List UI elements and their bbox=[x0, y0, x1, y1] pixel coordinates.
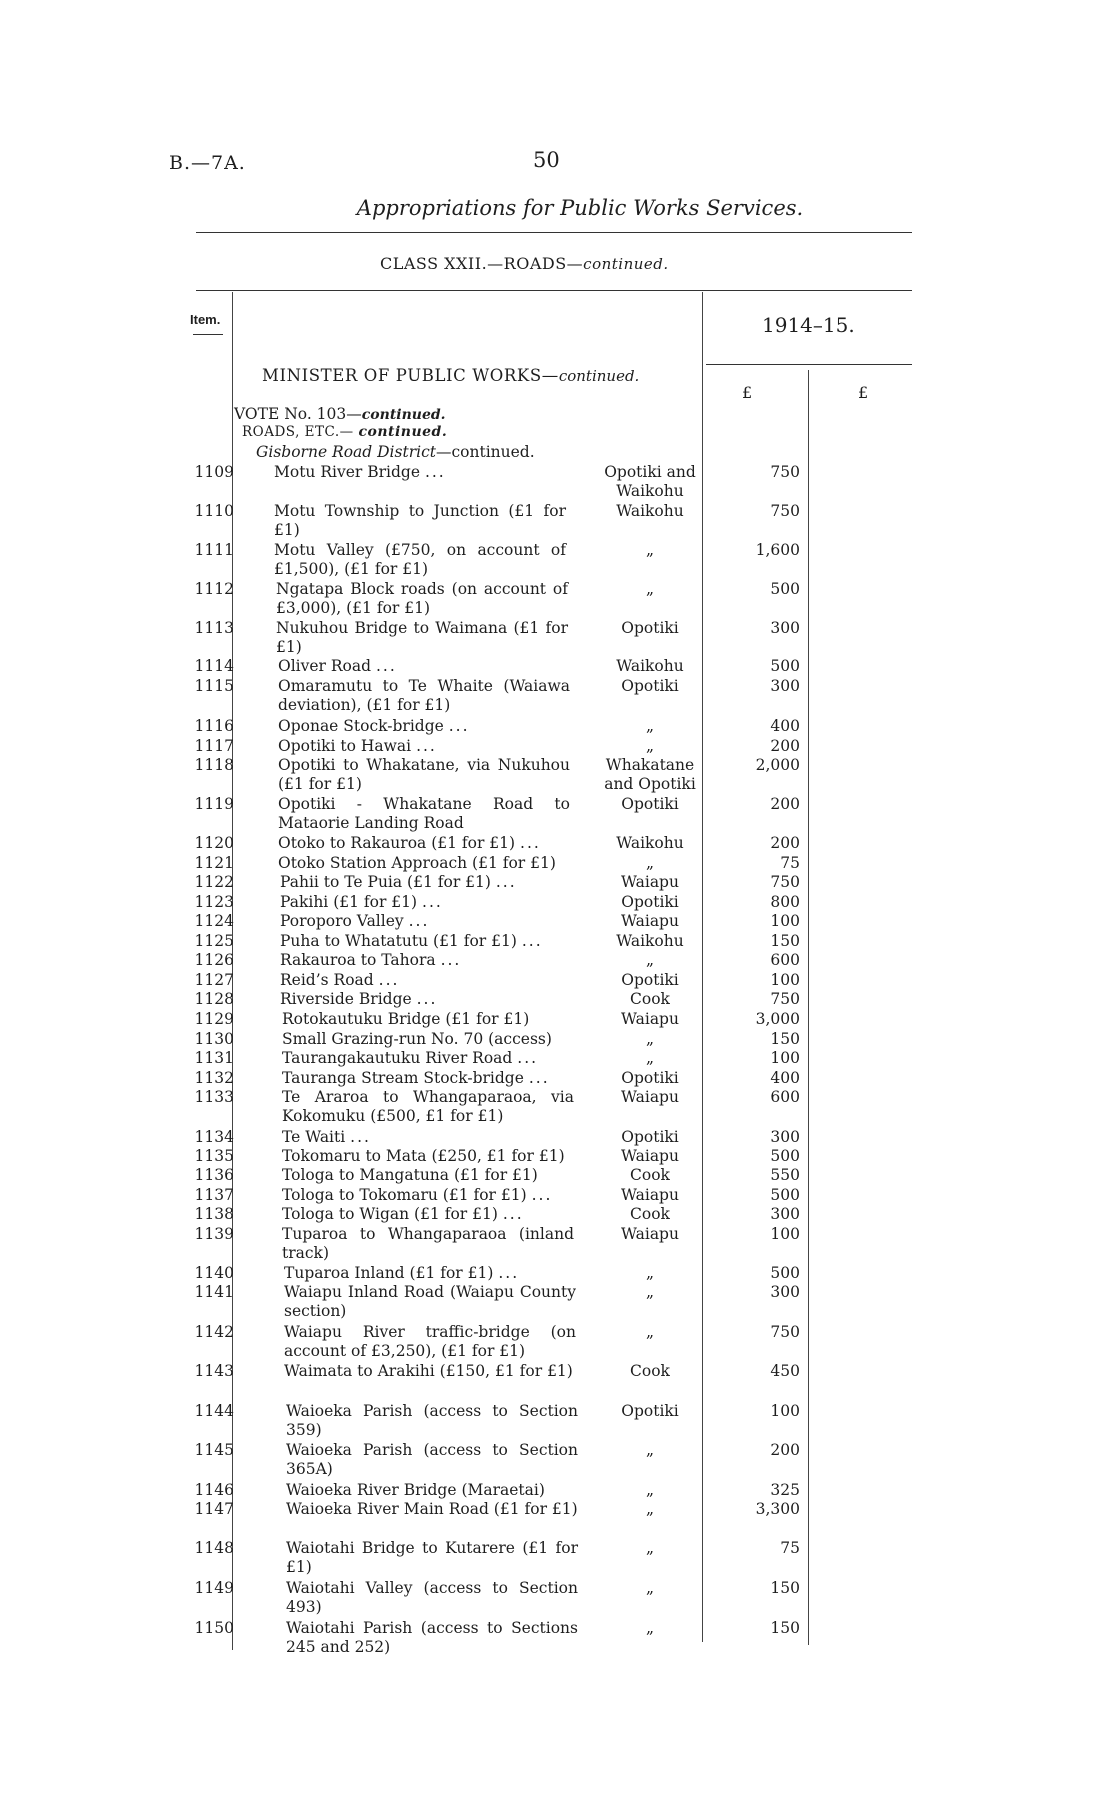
leader-dots: ... bbox=[408, 912, 430, 930]
amount-value: 600 bbox=[770, 1088, 800, 1106]
amount-value: 100 bbox=[770, 1225, 800, 1243]
amount-value: 200 bbox=[770, 1441, 800, 1459]
item-description-text: Reid’s Road bbox=[280, 971, 374, 989]
amount-value: 300 bbox=[770, 1205, 800, 1223]
item-number: 1142 bbox=[194, 1323, 234, 1341]
electoral-district: Waikohu bbox=[616, 932, 684, 950]
electoral-district: „ bbox=[645, 737, 655, 755]
item-number: 1126 bbox=[194, 951, 234, 969]
electoral-district: „ bbox=[645, 580, 655, 598]
roads-heading-continued: continued. bbox=[358, 424, 448, 440]
item-description bbox=[280, 971, 572, 990]
leader-dots: ... bbox=[350, 1128, 371, 1146]
item-description-text: Waiapu Inland Road (Waiapu County section) bbox=[284, 1283, 576, 1320]
item-description bbox=[284, 1283, 576, 1321]
item-description bbox=[282, 1049, 574, 1068]
amount-value: 100 bbox=[770, 912, 800, 930]
item-description bbox=[276, 619, 568, 657]
amount-value: 400 bbox=[770, 1069, 800, 1087]
item-description bbox=[282, 1010, 574, 1029]
electoral-district: Cook bbox=[630, 1166, 670, 1184]
electoral-district: „ bbox=[645, 854, 655, 872]
item-description-text: Motu Valley (£750, on account of £1,500), (£1 for £1) bbox=[274, 541, 566, 578]
item-description-text: Puha to Whatatutu (£1 for £1) bbox=[280, 932, 517, 950]
item-description bbox=[284, 1264, 576, 1283]
item-description bbox=[282, 1166, 574, 1185]
item-description-text: Waioeka River Bridge (Maraetai) bbox=[286, 1481, 545, 1499]
item-description bbox=[282, 1205, 574, 1224]
electoral-district: „ bbox=[645, 1579, 655, 1597]
item-description bbox=[286, 1619, 578, 1657]
amount-value: 100 bbox=[770, 1402, 800, 1420]
item-number: 1146 bbox=[194, 1481, 234, 1499]
electoral-district: Opotiki bbox=[621, 1402, 679, 1420]
electoral-district: „ bbox=[645, 1323, 655, 1341]
item-description-text: Oliver Road bbox=[278, 657, 372, 675]
item-description bbox=[274, 463, 566, 482]
item-description bbox=[276, 580, 568, 618]
item-description bbox=[280, 893, 572, 912]
item-number: 1137 bbox=[194, 1186, 234, 1204]
amount-value: 100 bbox=[770, 971, 800, 989]
item-description-text: Ngatapa Block roads (on account of £3,000), (£1 for £1) bbox=[276, 580, 568, 617]
item-number: 1109 bbox=[194, 463, 234, 481]
amount-value: 400 bbox=[770, 717, 800, 735]
item-description bbox=[278, 737, 570, 756]
amount-value: 300 bbox=[770, 1128, 800, 1146]
electoral-district: Opotiki and Waikohu bbox=[604, 463, 696, 500]
item-description bbox=[278, 717, 570, 736]
roads-heading bbox=[242, 424, 447, 440]
electoral-district: „ bbox=[645, 951, 655, 969]
amount-value: 500 bbox=[770, 657, 800, 675]
item-description-text: Nukuhou Bridge to Waimana (£1 for £1) bbox=[276, 619, 568, 656]
item-description-text: Motu Township to Junction (£1 for £1) bbox=[274, 502, 566, 539]
minister-heading-text: MINISTER OF PUBLIC WORKS— bbox=[262, 366, 559, 385]
vote-heading-text: VOTE No. 103— bbox=[234, 405, 362, 423]
leader-dots: ... bbox=[495, 873, 517, 891]
amount-value: 100 bbox=[770, 1049, 800, 1067]
amount-value: 75 bbox=[780, 1539, 800, 1557]
item-number: 1130 bbox=[194, 1030, 234, 1048]
item-description-text: Waioeka Parish (access to Section 359) bbox=[286, 1402, 578, 1439]
item-description-text: Omaramutu to Te Whaite (Waiawa deviation), (£1 for £1) bbox=[278, 677, 570, 714]
item-description-text: Opotiki - Whakatane Road to Mataorie Landing Road bbox=[278, 795, 570, 832]
amount-value: 750 bbox=[770, 990, 800, 1008]
item-number: 1120 bbox=[194, 834, 234, 852]
page-number: 50 bbox=[533, 148, 560, 172]
electoral-district: Waikohu bbox=[616, 502, 684, 520]
electoral-district: Waiapu bbox=[621, 1225, 679, 1243]
minister-heading-continued: continued. bbox=[558, 367, 640, 385]
leader-dots: ... bbox=[520, 834, 541, 852]
item-description-text: Tologa to Mangatuna (£1 for £1) bbox=[282, 1166, 538, 1184]
header-top-rule bbox=[196, 290, 912, 291]
item-description bbox=[278, 854, 570, 873]
electoral-district: „ bbox=[645, 1441, 655, 1459]
item-number: 1138 bbox=[194, 1205, 234, 1223]
leader-dots: ... bbox=[440, 951, 462, 969]
item-description-text: Opotiki to Hawai bbox=[278, 737, 412, 755]
electoral-district: Waiapu bbox=[621, 1010, 679, 1028]
item-number: 1128 bbox=[194, 990, 234, 1008]
district-heading-text: Gisborne Road District bbox=[256, 443, 436, 461]
leader-dots: ... bbox=[502, 1205, 524, 1223]
item-number: 1125 bbox=[194, 932, 234, 950]
item-number: 1136 bbox=[194, 1166, 234, 1184]
amount-value: 3,300 bbox=[755, 1500, 800, 1518]
item-description bbox=[286, 1500, 578, 1519]
item-description bbox=[278, 657, 570, 676]
item-description-text: Pakihi (£1 for £1) bbox=[280, 893, 418, 911]
electoral-district: Cook bbox=[630, 990, 670, 1008]
electoral-district: Waiapu bbox=[621, 912, 679, 930]
item-number: 1148 bbox=[194, 1539, 234, 1557]
leader-dots: ... bbox=[498, 1264, 520, 1282]
amount-value: 500 bbox=[770, 580, 800, 598]
leader-dots: ... bbox=[424, 463, 446, 481]
item-description bbox=[282, 1128, 574, 1147]
item-description bbox=[282, 1225, 574, 1263]
electoral-district: Waiapu bbox=[621, 1147, 679, 1165]
item-description-text: Otoko Station Approach (£1 for £1) bbox=[278, 854, 556, 872]
amount-value: 150 bbox=[770, 1030, 800, 1048]
item-number: 1143 bbox=[194, 1362, 234, 1380]
vote-heading bbox=[234, 405, 446, 423]
title-rule bbox=[196, 232, 912, 233]
vote-heading-continued: continued. bbox=[361, 407, 446, 423]
item-number: 1118 bbox=[194, 756, 234, 774]
electoral-district: Waiapu bbox=[621, 873, 679, 891]
item-description bbox=[274, 502, 566, 540]
item-description-text: Waiotahi Parish (access to Sections 245 and 252) bbox=[286, 1619, 578, 1656]
item-number: 1147 bbox=[194, 1500, 234, 1518]
item-description-text: Waimata to Arakihi (£150, £1 for £1) bbox=[284, 1362, 573, 1380]
item-description-text: Waioeka River Main Road (£1 for £1) bbox=[286, 1500, 578, 1518]
item-description bbox=[278, 756, 570, 794]
item-number: 1111 bbox=[194, 541, 234, 559]
item-number: 1115 bbox=[194, 677, 234, 695]
item-number: 1127 bbox=[194, 971, 234, 989]
minister-heading bbox=[262, 366, 639, 385]
electoral-district: „ bbox=[645, 1539, 655, 1557]
leader-dots: ... bbox=[517, 1049, 539, 1067]
year-column-header: 1914–15. bbox=[762, 313, 855, 337]
item-description-text: Rakauroa to Tahora bbox=[280, 951, 436, 969]
item-description bbox=[286, 1481, 578, 1500]
amount-value: 150 bbox=[770, 1619, 800, 1637]
electoral-district: Waiapu bbox=[621, 1186, 679, 1204]
item-description bbox=[282, 1088, 574, 1126]
item-description-text: Small Grazing-run No. 70 (access) bbox=[282, 1030, 552, 1048]
amount-value: 325 bbox=[770, 1481, 800, 1499]
item-number: 1140 bbox=[194, 1264, 234, 1282]
electoral-district: Opotiki bbox=[621, 1128, 679, 1146]
item-number: 1110 bbox=[194, 502, 234, 520]
electoral-district: „ bbox=[645, 541, 655, 559]
electoral-district: Cook bbox=[630, 1205, 670, 1223]
document-reference: B.—7A. bbox=[169, 152, 246, 174]
electoral-district: Waiapu bbox=[621, 1088, 679, 1106]
item-description bbox=[280, 932, 572, 951]
item-description bbox=[282, 1186, 574, 1205]
amount-value: 75 bbox=[780, 854, 800, 872]
item-number: 1133 bbox=[194, 1088, 234, 1106]
amount-value: 3,000 bbox=[755, 1010, 800, 1028]
item-number: 1139 bbox=[194, 1225, 234, 1243]
amount-value: 200 bbox=[770, 834, 800, 852]
item-description-text: Waiapu River traffic-bridge (on account of £3,250), (£1 for £1) bbox=[284, 1323, 576, 1360]
amount-value: 500 bbox=[770, 1264, 800, 1282]
item-description-text: Waiotahi Valley (access to Section 493) bbox=[286, 1579, 578, 1616]
item-description bbox=[284, 1323, 576, 1361]
item-description-text: Oponae Stock-bridge bbox=[278, 717, 444, 735]
item-description bbox=[278, 795, 570, 833]
item-description bbox=[282, 1069, 574, 1088]
electoral-district: Opotiki bbox=[621, 677, 679, 695]
item-description bbox=[286, 1579, 578, 1617]
amount-value: 1,600 bbox=[755, 541, 800, 559]
amount-column-rule bbox=[808, 370, 809, 1645]
district-heading-continued: —continued. bbox=[435, 443, 535, 461]
item-number: 1113 bbox=[194, 619, 234, 637]
item-description bbox=[282, 1147, 574, 1166]
district-heading bbox=[256, 443, 535, 461]
pound-total-column-header: £ bbox=[858, 383, 869, 402]
item-header-rule bbox=[193, 334, 223, 335]
class-heading bbox=[380, 254, 669, 273]
electoral-district: Cook bbox=[630, 1362, 670, 1380]
item-description-text: Tologa to Tokomaru (£1 for £1) bbox=[282, 1186, 527, 1204]
item-description-text: Te Araroa to Whangaparaoa, via Kokomuku (£500, £1 for £1) bbox=[282, 1088, 574, 1125]
amount-value: 750 bbox=[770, 502, 800, 520]
leader-dots: ... bbox=[416, 990, 438, 1008]
item-number: 1150 bbox=[194, 1619, 234, 1637]
item-description bbox=[274, 541, 566, 579]
item-number: 1121 bbox=[194, 854, 234, 872]
item-number: 1145 bbox=[194, 1441, 234, 1459]
item-description-text: Opotiki to Whakatane, via Nukuhou (£1 for £1) bbox=[278, 756, 570, 793]
amount-value: 450 bbox=[770, 1362, 800, 1380]
item-description-text: Poroporo Valley bbox=[280, 912, 404, 930]
amount-value: 550 bbox=[770, 1166, 800, 1184]
item-description-text: Otoko to Rakauroa (£1 for £1) bbox=[278, 834, 516, 852]
amount-value: 300 bbox=[770, 619, 800, 637]
item-number: 1114 bbox=[194, 657, 234, 675]
leader-dots: ... bbox=[531, 1186, 553, 1204]
item-description bbox=[280, 951, 572, 970]
leader-dots: ... bbox=[422, 893, 443, 911]
electoral-district: „ bbox=[645, 1481, 655, 1499]
class-heading-text: CLASS XXII.—ROADS— bbox=[380, 254, 584, 273]
item-description-text: Tuparoa to Whangaparaoa (inland track) bbox=[282, 1225, 574, 1262]
amount-value: 300 bbox=[770, 1283, 800, 1301]
item-number: 1144 bbox=[194, 1402, 234, 1420]
amount-value: 300 bbox=[770, 677, 800, 695]
item-description-text: Tologa to Wigan (£1 for £1) bbox=[282, 1205, 498, 1223]
electoral-district: Opotiki bbox=[621, 971, 679, 989]
item-description bbox=[282, 1030, 574, 1049]
item-number: 1131 bbox=[194, 1049, 234, 1067]
item-number: 1132 bbox=[194, 1069, 234, 1087]
electoral-district: Opotiki bbox=[621, 893, 679, 911]
electoral-district: „ bbox=[645, 1030, 655, 1048]
item-description bbox=[280, 912, 572, 931]
item-number: 1116 bbox=[194, 717, 234, 735]
item-description bbox=[286, 1539, 578, 1577]
electoral-district: „ bbox=[645, 1264, 655, 1282]
page-title: Appropriations for Public Works Services. bbox=[356, 196, 804, 220]
electoral-district: Opotiki bbox=[621, 619, 679, 637]
electoral-district: „ bbox=[645, 1500, 655, 1518]
item-number: 1134 bbox=[194, 1128, 234, 1146]
amount-value: 2,000 bbox=[755, 756, 800, 774]
item-description-text: Tauranga Stream Stock-bridge bbox=[282, 1069, 524, 1087]
item-description-text: Taurangakautuku River Road bbox=[282, 1049, 513, 1067]
electoral-district: „ bbox=[645, 1283, 655, 1301]
amount-value: 750 bbox=[770, 873, 800, 891]
amount-value: 150 bbox=[770, 932, 800, 950]
electoral-district: „ bbox=[645, 1619, 655, 1637]
amount-value: 600 bbox=[770, 951, 800, 969]
item-description-text: Waiotahi Bridge to Kutarere (£1 for £1) bbox=[286, 1539, 578, 1576]
year-underline-rule bbox=[706, 364, 912, 365]
item-description bbox=[286, 1402, 578, 1440]
item-description-text: Tokomaru to Mata (£250, £1 for £1) bbox=[282, 1147, 565, 1165]
item-description-text: Pahii to Te Puia (£1 for £1) bbox=[280, 873, 491, 891]
item-description-text: Riverside Bridge bbox=[280, 990, 412, 1008]
item-description bbox=[278, 834, 570, 853]
amount-value: 750 bbox=[770, 1323, 800, 1341]
item-description-text: Waioeka Parish (access to Section 365A) bbox=[286, 1441, 578, 1478]
amount-value: 200 bbox=[770, 737, 800, 755]
item-number: 1124 bbox=[194, 912, 234, 930]
item-number: 1123 bbox=[194, 893, 234, 911]
leader-dots: ... bbox=[376, 657, 397, 675]
item-description bbox=[278, 677, 570, 715]
item-number: 1119 bbox=[194, 795, 234, 813]
item-number: 1112 bbox=[194, 580, 234, 598]
item-description-text: Rotokautuku Bridge (£1 for £1) bbox=[282, 1010, 530, 1028]
amount-value: 500 bbox=[770, 1147, 800, 1165]
leader-dots: ... bbox=[528, 1069, 550, 1087]
leader-dots: ... bbox=[448, 717, 470, 735]
item-description-text: Tuparoa Inland (£1 for £1) bbox=[284, 1264, 494, 1282]
item-number: 1141 bbox=[194, 1283, 234, 1301]
electoral-district: Waikohu bbox=[616, 657, 684, 675]
item-description bbox=[284, 1362, 576, 1381]
pound-column-header: £ bbox=[742, 383, 753, 402]
amount-value: 750 bbox=[770, 463, 800, 481]
item-description bbox=[280, 990, 572, 1009]
electoral-district: Opotiki bbox=[621, 795, 679, 813]
item-number: 1122 bbox=[194, 873, 234, 891]
item-description-text: Motu River Bridge bbox=[274, 463, 421, 481]
class-heading-continued: continued. bbox=[583, 255, 669, 273]
amount-value: 500 bbox=[770, 1186, 800, 1204]
electoral-district: Waikohu bbox=[616, 834, 684, 852]
amount-value: 800 bbox=[770, 893, 800, 911]
item-column-header: Item. bbox=[190, 312, 221, 327]
item-number: 1149 bbox=[194, 1579, 234, 1597]
amount-value: 150 bbox=[770, 1579, 800, 1597]
electoral-district: Whakatane and Opotiki bbox=[604, 756, 696, 793]
leader-dots: ... bbox=[378, 971, 400, 989]
item-description-text: Te Waiti bbox=[282, 1128, 346, 1146]
item-number: 1129 bbox=[194, 1010, 234, 1028]
leader-dots: ... bbox=[416, 737, 437, 755]
electoral-district: Opotiki bbox=[621, 1069, 679, 1087]
item-number: 1117 bbox=[194, 737, 234, 755]
roads-heading-text: ROADS, ETC.— bbox=[242, 424, 354, 440]
amount-value: 200 bbox=[770, 795, 800, 813]
leader-dots: ... bbox=[521, 932, 543, 950]
item-description bbox=[280, 873, 572, 892]
item-description bbox=[286, 1441, 578, 1479]
item-number: 1135 bbox=[194, 1147, 234, 1165]
electoral-district: „ bbox=[645, 1049, 655, 1067]
electoral-district: „ bbox=[645, 717, 655, 735]
